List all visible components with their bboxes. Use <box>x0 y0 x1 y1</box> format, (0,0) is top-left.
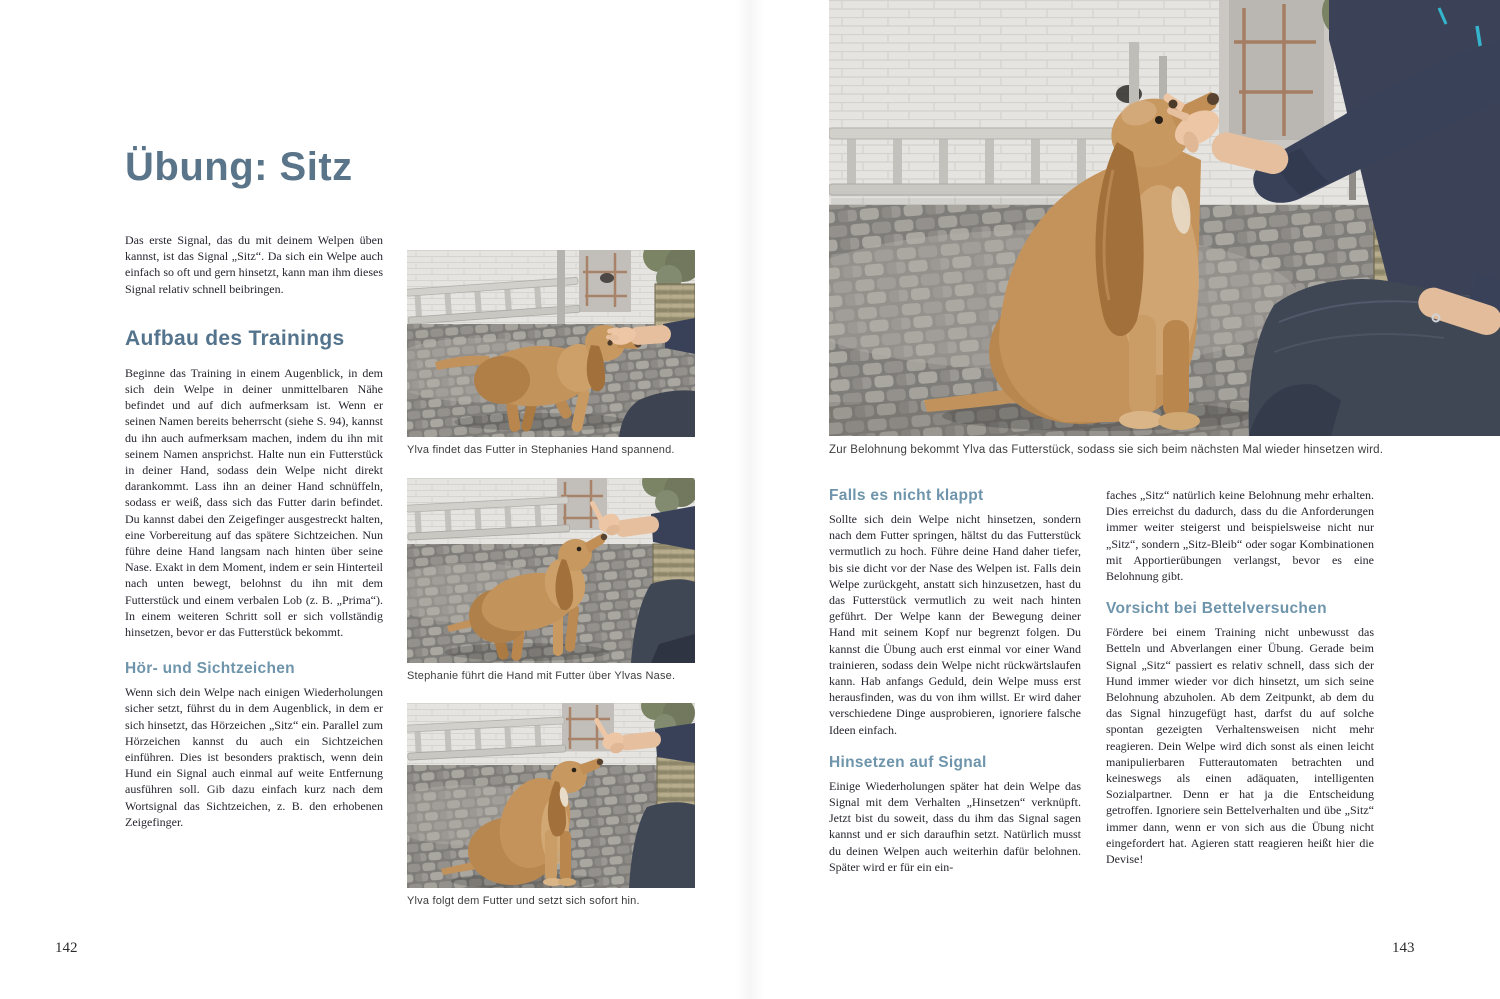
left-page-text-column <box>125 146 383 850</box>
page-gutter <box>735 0 765 999</box>
intro-paragraph: Das erste Signal, das du mit deinem Welpen üben kannst, ist das Signal „Sitz“. Da sich ein Welpe auch einfach so oft und gern hinsetzt, kann man ihm dieses Signal relativ schnell beibringen. <box>125 233 383 296</box>
photo-reward-for-sitting <box>829 0 1500 436</box>
subsection-heading: Hör- und Sichtzeichen <box>125 660 295 678</box>
subsection-heading: Hinsetzen auf Signal <box>829 753 987 771</box>
section-hinsetzen-auf-signal <box>829 754 1081 875</box>
photo-puppy-sits <box>407 703 695 888</box>
photo-block-3 <box>407 703 695 907</box>
page-number-right: 143 <box>1392 940 1415 956</box>
photo-caption: Ylva findet das Futter in Stephanies Hand spannend. <box>407 444 675 456</box>
subsection-heading: Vorsicht bei Bettelversuchen <box>1106 600 1327 618</box>
food-treat <box>1169 100 1178 109</box>
section-heading: Aufbau des Trainings <box>125 326 345 350</box>
subsection-body: Sollte sich dein Welpe nicht hinsetzen, sondern nach dem Futter springen, hältst du das Futterstück vermutlich zu hoch. Führe deine Hand daher tiefer, bis sie dicht vor der Nase des Welpen ist. Falls dein Welpe zurückgeht, anstatt sich hinzusetzen, hast du das Futterstück vermutlich zu weit nach hinten geführt. Der Welpe kann der Bewegung deiner Hand mit seinem Kopf nur begrenzt folgen. Du kannst die Übung auch erst einmal vor einer Wand trainieren, sodass dein Welpe nicht rückwärtslaufen kann. Hab anfangs Geduld, dein Welpe muss erst herausfinden, was du von ihm willst. Er wird daher verschiedene Dinge ausprobieren, ignoriere falsche Ideen einfach. <box>829 512 1081 737</box>
section-falls-es-nicht-klappt <box>829 487 1081 738</box>
subsection-body: Fördere bei einem Training nicht unbewusst das Betteln und Abverlangen einer Übung. Gerade beim Signal „Sitz“ passiert es relativ schnell, dass sich der Hund immer wieder vor dich hinsetzt, um sich seine Belohnung abzuholen. Ab dem Zeitpunkt, ab dem du das Signal hinzugefügt hast, darfst du auf solche spontan gezeigten Verhaltensweisen nicht mehr reagieren. Dein Welpe wird dich sonst als einen leicht manipulierbaren Futterautomaten betrachten und keineswegs als einen adäquaten, intelligenten Sozialpartner. Denn er hat ja die Entscheidung getroffen. Ignoriere sein Bettelverhalten und übe „Sitz“ immer dann, wenn er von sich aus die Übung nicht eingefordert hat. Agieren statt reagieren heißt hier die Devise! <box>1106 625 1374 867</box>
photo-puppy-approaches-hand <box>407 250 695 437</box>
hero-photo-caption: Zur Belohnung bekommt Ylva das Futterstück, sodass sie sich beim nächsten Mal wieder hinsetzen wird. <box>829 444 1384 456</box>
wicker-basket <box>657 757 695 809</box>
photo-hand-over-nose <box>407 478 695 663</box>
wall-post <box>557 250 565 328</box>
subsection-body: Wenn sich dein Welpe nach einigen Wiederholungen sicher setzt, führst du in dem Augenblick, in dem er sich hinsetzt, das Hörzeichen „Sitz“ ein. Parallel zum Hörzeichen kannst du auch ein Sichtzeichen einführen. Dies ist besonders praktisch, wenn dein Hund ein Signal auch einmal auf weite Entfernung ausführen soll. Gib dazu einfach kurz nach dem Wortsignal das Sichtzeichen, z. B. den erhobenen Zeigefinger. <box>125 685 383 829</box>
section-hoer-und-sichtzeichen <box>125 660 383 830</box>
photo-caption: Stephanie führt die Hand mit Futter über Ylvas Nase. <box>407 670 676 682</box>
photo-block-2 <box>407 478 695 682</box>
subsection-heading: Falls es nicht klappt <box>829 487 984 504</box>
section-aufbau-des-trainings <box>125 327 383 640</box>
section-body: Beginne das Training in einem Augenblick, in dem sich dein Welpe in deiner unmittelbaren Nähe befindet und auf dich aufmerksam ist. Wenn er seinen Namen bereits beherrscht (siehe S. 94), kannst du ihn auch aufmerksam machen, indem du ihn mit seinem Namen ansprichst. Halte nun ein Futterstück in deiner Hand, sodass dein Welpe nicht direkt darankommt. Lass ihn an deiner Hand schnüffeln, sodass er weiß, dass sich das Futter darin befindet. Du kannst dabei den Zeigefinger ausgestreckt halten, eine Vorbereitung auf das spätere Sichtzeichen. Nun führe deine Hand langsam nach hinten über seine Nase. Exakt in dem Moment, indem er sein Hinterteil nach unten bewegt, belohnst du ihn mit dem Futterstück und einem verbalen Lob (z. B. „Prima“). In einem weiteren Schritt soll er sich vollständig hinsetzen, bevor er das Futterstück bekommt. <box>125 365 383 640</box>
photo-block-1 <box>407 250 695 456</box>
continuation-paragraph: faches „Sitz“ natürlich keine Belohnung mehr erhalten. Dies erreichst du dadurch, dass du die Anforderungen immer weiter steigerst und beispielsweise nicht nur „Sitz“, sondern „Sitz-Bleib“ oder sogar Kombinationen mit Apportierübungen verlangst, bevor es eine Belohnung gibt. <box>1106 488 1374 584</box>
subsection-body: Einige Wiederholungen später hat dein Welpe das Signal mit dem Verhalten „Hinsetzen“ verknüpft. Jetzt bist du soweit, dass du ihm das Signal sagen kannst und er sich daraufhin setzt. Natürlich musst du deinen Welpen auch weiterhin dafür belohnen. Später wird er für ein ein- <box>829 778 1081 874</box>
page-number-left: 142 <box>55 940 78 956</box>
right-page-column-2 <box>1106 487 1374 883</box>
section-vorsicht-bei-bettelversuchen <box>1106 600 1374 867</box>
photo-caption: Ylva folgt dem Futter und setzt sich sofort hin. <box>407 895 640 907</box>
page-title: Übung: Sitz <box>125 145 353 189</box>
right-page-column-1 <box>829 487 1081 891</box>
